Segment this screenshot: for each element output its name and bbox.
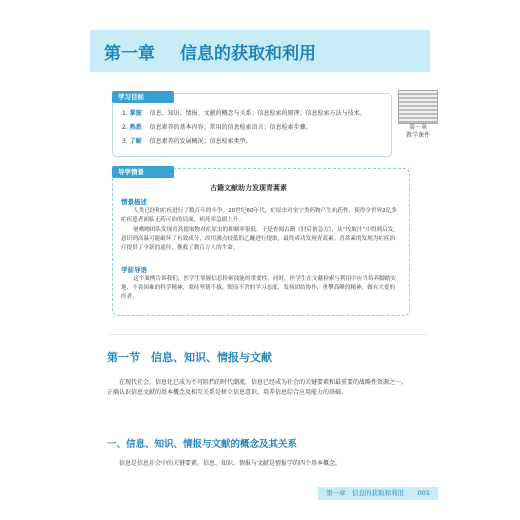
subsection-paragraph: 信息是信息社会中的关键要素。信息、知识、情报与文献是情报学的四个基本概念。: [119, 460, 342, 467]
goal-row: 1. 掌握 信息、知识、情报、文献的概念与关系；信息检索的原理；信息检索方法与技术。: [122, 110, 366, 117]
courseware-label: 第一章 教学课件: [405, 124, 430, 139]
divider: [107, 334, 427, 335]
scenario-paragraph: 屠呦呦团队发现青蒿提取物对疟原虫的抑制率很低，于是查阅古籍《肘后备急方》，从“绞取汁”中得到启发，意识到高温可能破坏了有效成分，改用沸点较低的乙醚进行提取，最终成功发现青蒿素。青蒿素的发现为疟疾治疗提供了全新的途径，挽救了数百万人的生命。: [121, 227, 399, 251]
chapter-title: 信息的获取和利用: [180, 44, 316, 64]
chapter-header: [90, 30, 430, 72]
page-footer: [318, 487, 438, 500]
goal-row: 2. 熟悉 信息素养的基本内容；常用的信息检索语言；信息检索步骤。: [122, 124, 312, 131]
lead-in-title: 古籍文献助力发现青蒿素: [210, 184, 287, 192]
section-paragraph: 在现代社会，信息化已成为不可阻挡的时代潮流，信息已经成为社会的关键要素和最重要的战略性资源之一。正确认识信息文献的基本概念及相互关系是树立信息意识、培养信息综合应用能力的基础。: [107, 379, 408, 396]
scenario-heading: 情景描述: [121, 198, 147, 206]
lead-in-tag: 导学情景: [112, 166, 174, 178]
intro-heading: 学前导语: [121, 266, 147, 274]
subsection-title: 一、信息、知识、情报与文献的概念及其关系: [107, 439, 298, 450]
scenario-paragraph: 人类已经和疟疾进行了数百年的斗争。20世纪60年代，疟原虫对奎宁类药物产生抗药性，使得全世界2亿多疟疾患者面临无药可治的局面，病死率急剧上升。: [121, 208, 397, 223]
page-number: 001: [417, 489, 430, 497]
qr-code-icon[interactable]: [398, 90, 438, 124]
learning-goals-tag: 学习目标: [112, 91, 174, 103]
intro-paragraph: 这个案例告诉我们，医学生掌握信息检索技能的重要性。同时，医学生在文献检索与利用中应当培养脚踏实地、不畏困难的科学精神，秉持坚韧不拔、锲而不舍的学习态度，发扬团结协作、勇攀高峰的精神，做有大爱的医者。: [121, 276, 396, 300]
goal-row: 3. 了解 信息素养的发展概况；信息检索类型。: [122, 138, 252, 145]
footer-chapter: 第一章 信息的获取和利用: [326, 489, 404, 497]
chapter-number: 第一章: [104, 44, 155, 64]
section-title: 第一节 信息、知识、情报与文献: [107, 351, 272, 364]
